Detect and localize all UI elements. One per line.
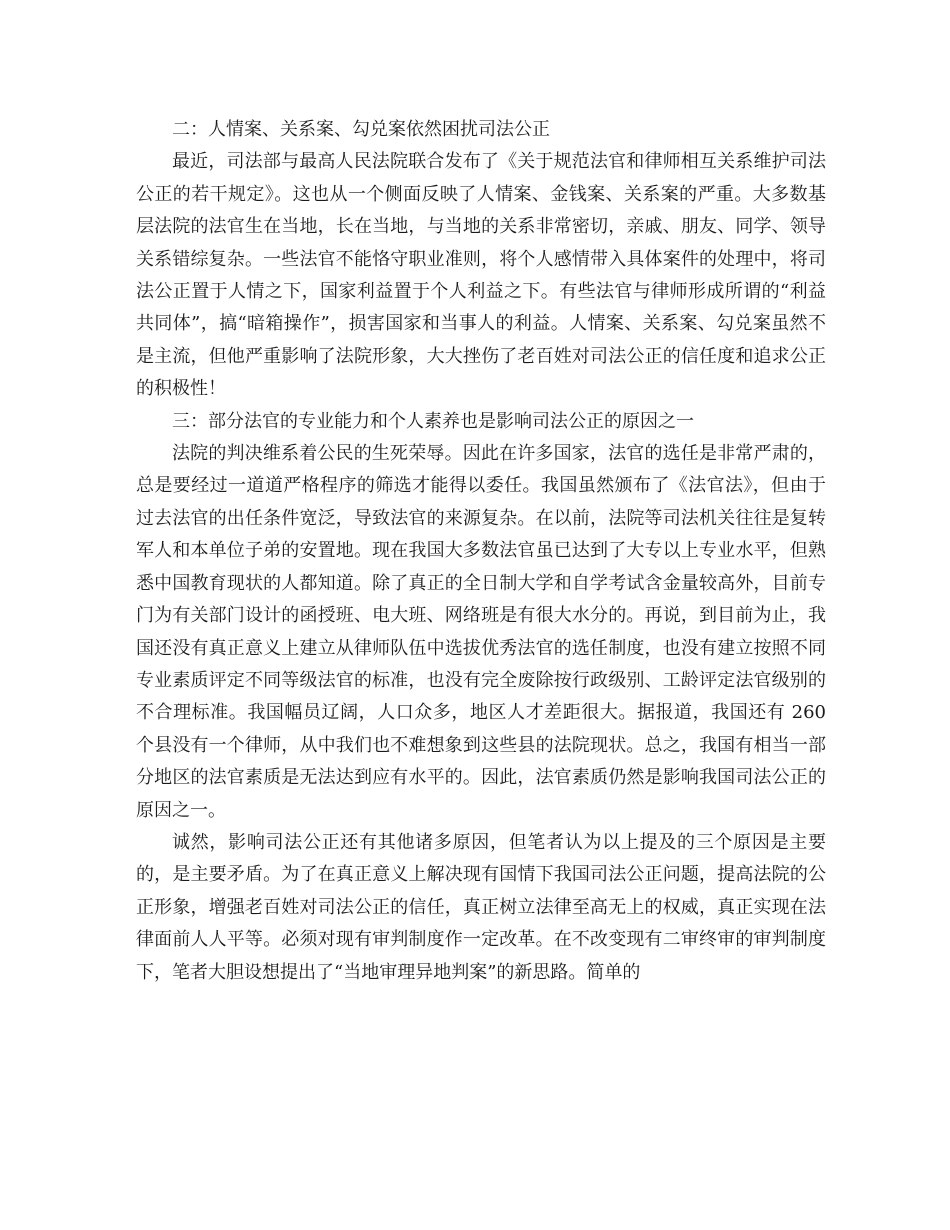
section-heading-three: 三：部分法官的专业能力和个人素养也是影响司法公正的原因之一 bbox=[172, 410, 694, 432]
body-paragraph: 法院的判决维系着公民的生死荣辱。因此在许多国家，法官的选任是非常严肃的，总是要经过一道道严格程序的筛选才能得以委任。我国虽然颁布了《法官法》，但由于过去法官的出任条件宽泛，导致法官的来源复杂。在以前，法院等司法机关往往是复转军人和本单位子弟的安置地。现在我国大多数法官虽已达到了大专以上专业水平，但熟悉中国教育现状的人都知道。除了真正的全日制大学和自学考试含金量较高外，目前专门为有关部门设计的函授班、电大班、网络班是有很大水分的。再说，到目前为止，我国还没有真正意义上建立从律师队伍中选拔优秀法官的选任制度，也没有建立按照不同专业素质评定不同等级法官的标准，也没有完全废除按行政级别、工龄评定法官级别的不合理标准。我国幅员辽阔，人口众多，地区人才差距很大。据报道，我国还有 260 个县没有一个律师，从中我们也不难想象到这些县的法院现状。总之，我国有相当一部分地区的法官素质是无法达到应有水平的。因此，法官素质仍然是影响我国司法公正的原因之一。 bbox=[136, 443, 826, 821]
document-body bbox=[136, 114, 826, 989]
body-paragraph: 诚然，影响司法公正还有其他诸多原因，但笔者认为以上提及的三个原因是主要的，是主要矛盾。为了在真正意义上解决现有国情下我国司法公正问题，提高法院的公正形象，增强老百姓对司法公正的信任，真正树立法律至高无上的权威，真正实现在法律面前人人平等。必须对现有审判制度作一定改革。在不改变现有二审终审的审判制度下，笔者大胆设想提出了“当地审理异地判案”的新思路。简单的 bbox=[136, 831, 826, 983]
section-heading-two: 二：人情案、关系案、勾兑案依然困扰司法公正 bbox=[172, 119, 550, 140]
body-paragraph: 最近，司法部与最高人民法院联合发布了《关于规范法官和律师相互关系维护司法公正的若干规定》。这也从一个侧面反映了人情案、金钱案、关系案的严重。大多数基层法院的法官生在当地，长在当地，与当地的关系非常密切，亲戚、朋友、同学、领导关系错综复杂。一些法官不能恪守职业准则，将个人感情带入具体案件的处理中，将司法公正置于人情之下，国家利益置于个人利益之下。有些法官与律师形成所谓的“利益共同体”，搞“暗箱操作”，损害国家和当事人的利益。人情案、关系案、勾兑案虽然不是主流，但他严重影响了法院形象，大大挫伤了老百姓对司法公正的信任度和追求公正的积极性！ bbox=[136, 151, 826, 400]
